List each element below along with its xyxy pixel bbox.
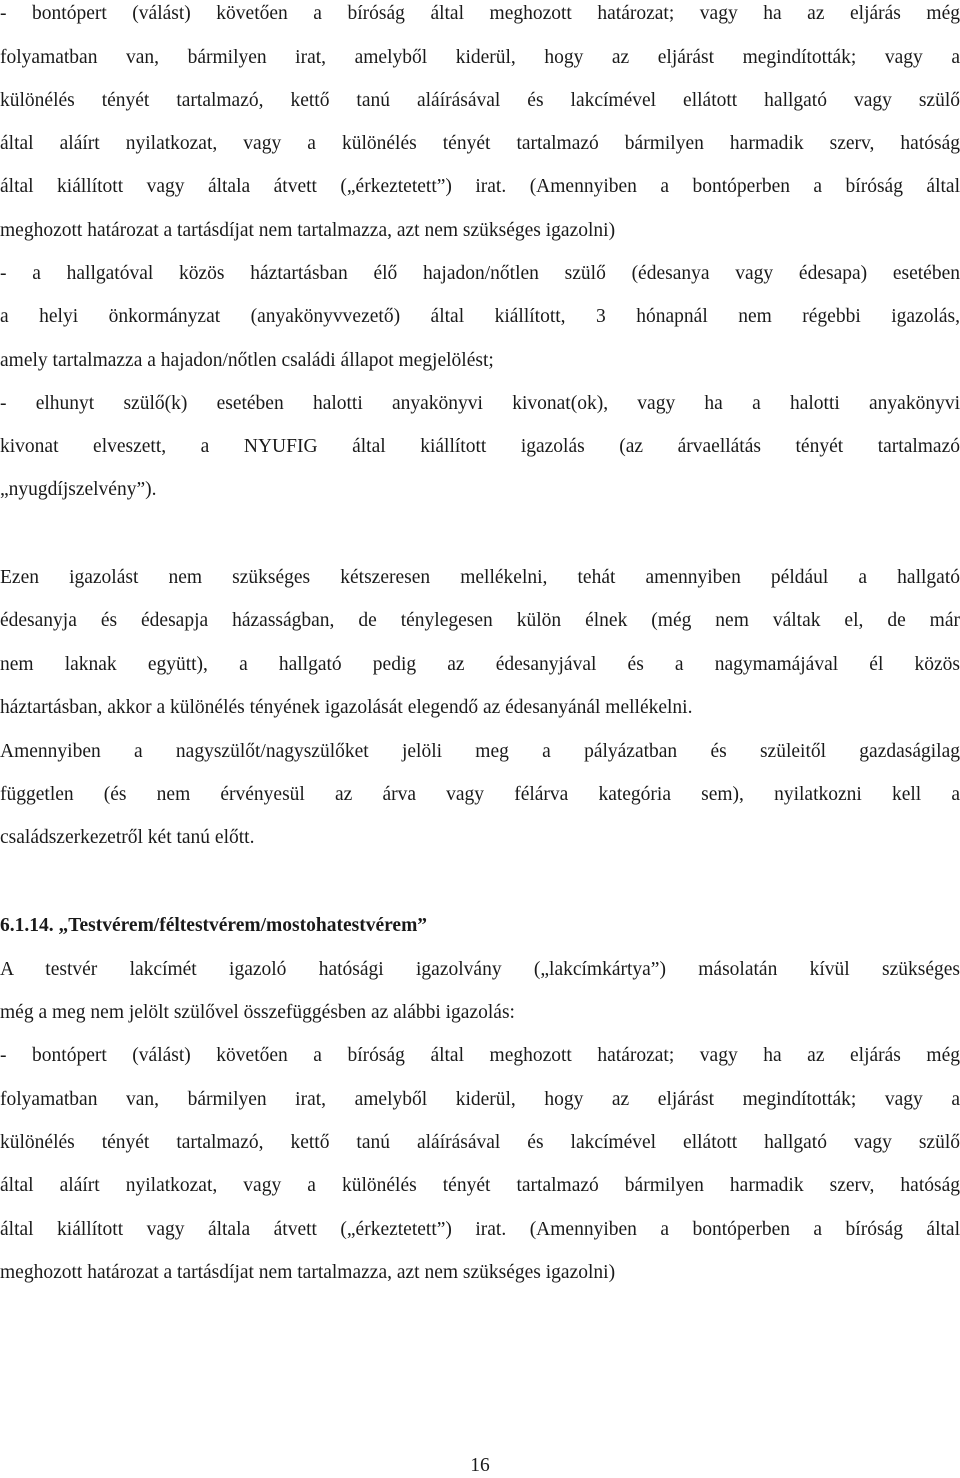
- paragraph-line: folyamatban van, bármilyen irat, amelyből kiderül, hogy az eljárást megindították; vagy a: [0, 1089, 960, 1110]
- paragraph-line: - bontópert (válást) követően a bíróság által meghozott határozat; vagy ha az eljárás még: [0, 3, 960, 24]
- paragraph-line: a helyi önkormányzat (anyakönyvvezető) által kiállított, 3 hónapnál nem régebbi igazolás,: [0, 306, 960, 327]
- section-heading: 6.1.14. „Testvérem/féltestvérem/mostohatestvérem”: [0, 915, 428, 936]
- paragraph-line: Ezen igazolást nem szükséges kétszeresen mellékelni, tehát amennyiben például a hallgató: [0, 567, 960, 588]
- paragraph-line: családszerkezetről két tanú előtt.: [0, 827, 255, 848]
- paragraph-line: meghozott határozat a tartásdíjat nem tartalmazza, azt nem szükséges igazolni): [0, 1262, 616, 1283]
- paragraph-line: még a meg nem jelölt szülővel összefüggésben az alábbi igazolás:: [0, 1002, 515, 1023]
- paragraph-line: nem laknak együtt), a hallgató pedig az édesanyjával és a nagymamájával él közös: [0, 654, 960, 675]
- paragraph-line: - a hallgatóval közös háztartásban élő hajadon/nőtlen szülő (édesanya vagy édesapa) esetében: [0, 263, 960, 284]
- paragraph-line: „nyugdíjszelvény”).: [0, 479, 157, 500]
- paragraph-line: által aláírt nyilatkozat, vagy a különélés tényét tartalmazó bármilyen harmadik szerv, hatóság: [0, 1175, 960, 1196]
- paragraph-line: különélés tényét tartalmazó, kettő tanú aláírásával és lakcímével ellátott hallgató vagy szülő: [0, 90, 960, 111]
- paragraph-line: amely tartalmazza a hajadon/nőtlen családi állapot megjelölést;: [0, 350, 494, 371]
- paragraph-line: édesanyja és édesapja házasságban, de ténylegesen külön élnek (még nem váltak el, de már: [0, 610, 960, 631]
- paragraph-line: által kiállított vagy általa átvett („érkeztetett”) irat. (Amennyiben a bontóperben a bíróság által: [0, 176, 960, 197]
- paragraph-line: - bontópert (válást) követően a bíróság által meghozott határozat; vagy ha az eljárás még: [0, 1045, 960, 1066]
- paragraph-line: által aláírt nyilatkozat, vagy a különélés tényét tartalmazó bármilyen harmadik szerv, hatóság: [0, 133, 960, 154]
- paragraph-line: kivonat elveszett, a NYUFIG által kiállított igazolás (az árvaellátás tényét tartalmazó: [0, 436, 960, 457]
- paragraph-line: Amennyiben a nagyszülőt/nagyszülőket jelöli meg a pályázatban és szüleitől gazdaságilag: [0, 741, 960, 762]
- paragraph-line: független (és nem érvényesül az árva vagy félárva kategória sem), nyilatkozni kell a: [0, 784, 960, 805]
- paragraph-line: különélés tényét tartalmazó, kettő tanú aláírásával és lakcímével ellátott hallgató vagy szülő: [0, 1132, 960, 1153]
- paragraph-line: folyamatban van, bármilyen irat, amelyből kiderül, hogy az eljárást megindították; vagy a: [0, 47, 960, 68]
- paragraph-line: A testvér lakcímét igazoló hatósági igazolvány („lakcímkártya”) másolatán kívül szükséges: [0, 959, 960, 980]
- paragraph-line: háztartásban, akkor a különélés tényének igazolását elegendő az édesanyánál mellékelni.: [0, 697, 693, 718]
- paragraph-line: - elhunyt szülő(k) esetében halotti anyakönyvi kivonat(ok), vagy ha a halotti anyakönyvi: [0, 393, 960, 414]
- paragraph-line: által kiállított vagy általa átvett („érkeztetett”) irat. (Amennyiben a bontóperben a bíróság által: [0, 1219, 960, 1240]
- page-number: 16: [470, 1455, 490, 1476]
- paragraph-line: meghozott határozat a tartásdíjat nem tartalmazza, azt nem szükséges igazolni): [0, 220, 616, 241]
